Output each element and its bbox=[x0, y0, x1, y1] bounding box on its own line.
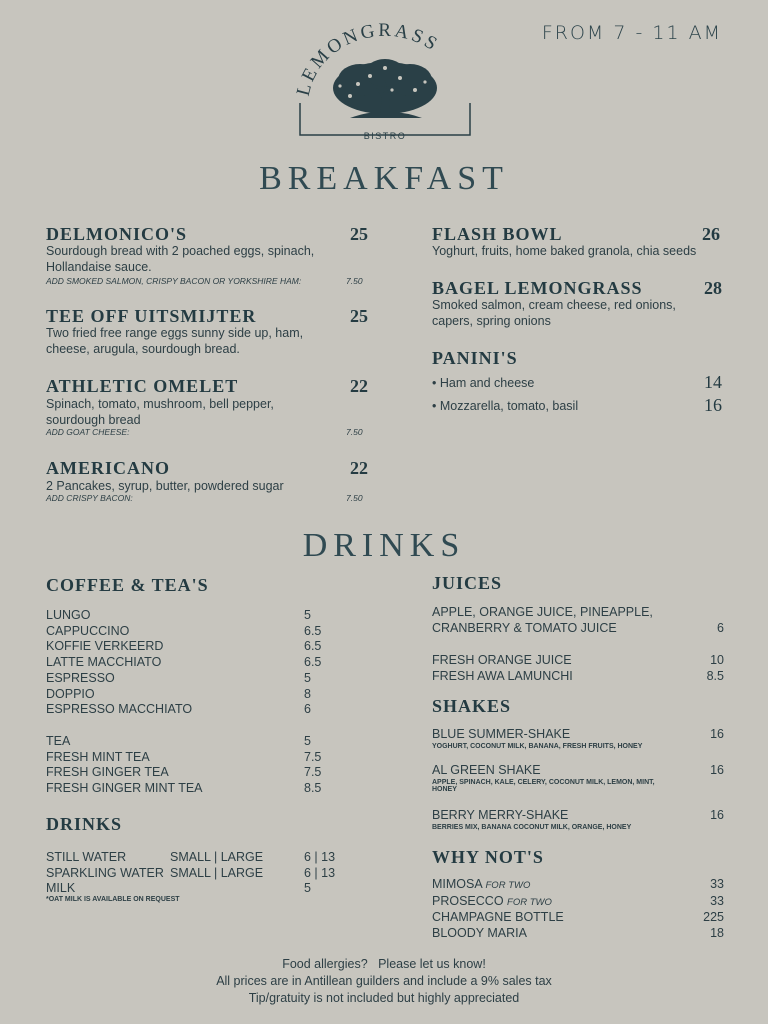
dish-name: FLASH BOWL bbox=[432, 224, 563, 244]
list-item: DOPPIO 8 bbox=[46, 686, 311, 701]
list-item: CHAMPAGNE BOTTLE 225 bbox=[432, 910, 724, 925]
list-item: ESPRESSO MACCHIATO 6 bbox=[46, 702, 311, 717]
panini-price: 16 bbox=[704, 395, 722, 415]
shake-item: BERRY MERRY-SHAKE 16 BERRIES MIX, BANANA COCONUT MILK, ORANGE, HONEY bbox=[432, 808, 724, 831]
list-item: FRESH ORANGE JUICE 10 bbox=[432, 653, 724, 667]
panini-item: • Mozzarella, tomato, basil bbox=[432, 398, 578, 414]
dish-price: 26 bbox=[702, 224, 720, 244]
dish-price: 22 bbox=[350, 376, 368, 396]
dish-name: BAGEL LEMONGRASS bbox=[432, 278, 643, 298]
list-item: FRESH MINT TEA 7.5 bbox=[46, 749, 322, 764]
footer-notes: Food allergies? Please let us know! All prices are in Antillean guilders and include a 9% sales tax Tip/gratuity is not included but highly appreciated bbox=[216, 957, 552, 1005]
serving-hours: FROM 7 - 11 AM bbox=[541, 22, 722, 44]
addon-label: ADD SMOKED SALMON, CRISPY BACON OR YORKSHIRE HAM: bbox=[46, 276, 302, 286]
dish-description: Spinach, tomato, mushroom, bell pepper, sourdough bread bbox=[46, 397, 274, 427]
dish-description: 2 Pancakes, syrup, butter, powdered sugar bbox=[46, 479, 284, 493]
dish-description: Smoked salmon, cream cheese, red onions, capers, spring onions bbox=[432, 298, 676, 328]
logo-text: LEMONGRASS bbox=[292, 19, 444, 99]
list-item: FRESH AWA LAMUNCHI 8.5 bbox=[432, 668, 724, 683]
juice-list bbox=[432, 653, 724, 684]
dish-price: 22 bbox=[350, 458, 368, 478]
tea-list bbox=[46, 734, 336, 797]
dish-name: TEE OFF UITSMIJTER bbox=[46, 306, 257, 326]
coffee-list bbox=[46, 608, 336, 718]
dish-description: Two fried free range eggs sunny side up, ham, cheese, arugula, sourdough bread. bbox=[46, 326, 304, 356]
why-nots-title: WHY NOT'S bbox=[432, 847, 544, 867]
juice-mix: APPLE, ORANGE JUICE, PINEAPPLE, CRANBERRY & TOMATO JUICE 6 bbox=[432, 605, 724, 635]
oat-milk-note: *OAT MILK IS AVAILABLE ON REQUEST bbox=[46, 896, 180, 903]
addon-price: 7.50 bbox=[346, 276, 363, 286]
why-nots-list bbox=[432, 877, 724, 942]
shakes-title: SHAKES bbox=[432, 696, 512, 716]
drinks-title: DRINKS bbox=[302, 527, 466, 564]
drinks-section-title: DRINKS bbox=[46, 814, 123, 834]
list-item: MILK 5 bbox=[46, 881, 311, 896]
panini-title: PANINI'S bbox=[432, 348, 518, 368]
shake-item: BLUE SUMMER-SHAKE 16 YOGHURT, COCONUT MILK, BANANA, FRESH FRUITS, HONEY bbox=[432, 727, 724, 750]
shake-item: AL GREEN SHAKE 16 APPLE, SPINACH, KALE, CELERY, COCONUT MILK, LEMON, MINT, HONEY bbox=[432, 763, 724, 793]
logo-subtitle: BISTRO bbox=[363, 131, 407, 141]
list-item: ESPRESSO 5 bbox=[46, 670, 311, 685]
list-item: LATTE MACCHIATO 6.5 bbox=[46, 655, 322, 670]
dish-price: 28 bbox=[704, 278, 722, 298]
dish-price: 25 bbox=[350, 306, 368, 326]
addon-price: 7.50 bbox=[346, 427, 363, 437]
list-item: MIMOSA FOR TWO 33 bbox=[432, 877, 724, 891]
list-item: FRESH GINGER TEA 7.5 bbox=[46, 765, 322, 780]
list-item: STILL WATER SMALL | LARGE 6 | 13 bbox=[46, 850, 336, 864]
list-item: FRESH GINGER MINT TEA 8.5 bbox=[46, 781, 322, 796]
coffee-section-title: COFFEE & TEA'S bbox=[46, 575, 209, 595]
soft-drinks-list bbox=[46, 850, 346, 897]
list-item: LUNGO 5 bbox=[46, 608, 311, 622]
list-item: SPARKLING WATER SMALL | LARGE 6 | 13 bbox=[46, 865, 336, 880]
lemongrass-logo bbox=[290, 18, 480, 143]
addon-label: ADD CRISPY BACON: bbox=[46, 493, 133, 503]
panini-price: 14 bbox=[704, 372, 722, 392]
list-item: BLOODY MARIA 18 bbox=[432, 926, 724, 941]
list-item: CAPPUCCINO 6.5 bbox=[46, 623, 322, 638]
list-item: TEA 5 bbox=[46, 734, 311, 748]
breakfast-title: BREAKFAST bbox=[259, 160, 509, 197]
addon-label: ADD GOAT CHEESE: bbox=[46, 427, 130, 437]
list-item: KOFFIE VERKEERD 6.5 bbox=[46, 639, 322, 654]
dish-description: Sourdough bread with 2 poached eggs, spinach, Hollandaise sauce. bbox=[46, 244, 315, 274]
dish-name: ATHLETIC OMELET bbox=[46, 376, 239, 396]
panini-item: • Ham and cheese bbox=[432, 375, 534, 391]
addon-price: 7.50 bbox=[346, 493, 363, 503]
list-item: PROSECCO FOR TWO 33 bbox=[432, 893, 724, 908]
dish-name: DELMONICO'S bbox=[46, 224, 188, 244]
dish-name: AMERICANO bbox=[46, 458, 170, 478]
dish-price: 25 bbox=[350, 224, 368, 244]
juices-title: JUICES bbox=[432, 573, 503, 593]
dish-description: Yoghurt, fruits, home baked granola, chia seeds bbox=[432, 244, 697, 258]
